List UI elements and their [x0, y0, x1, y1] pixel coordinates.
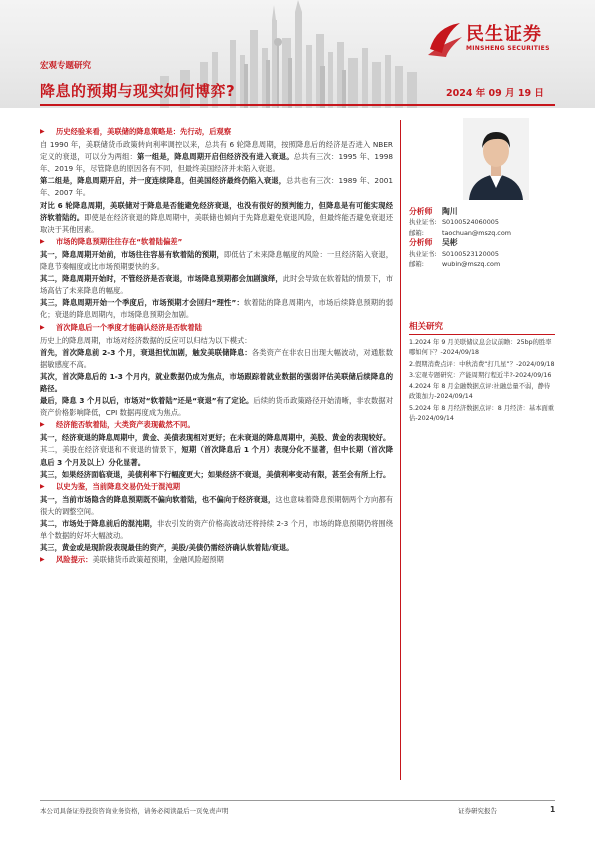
analyst-name: 分析师 陶川: [409, 207, 458, 216]
body-paragraph: 其三，降息周期开始一个季度后，市场预期才会回归“理性”：软着陆的降息周期内，市场后续降息预期的弱化；衰退的降息周期内，市场降息预期会加剧。: [40, 298, 394, 320]
analyst-name: 分析师 吴彬: [409, 238, 458, 248]
body-paragraph: 其二，市场处于降息前后的混沌期，非农引发的资产价格高波动还将持续 2-3 个月，市场的降息预期仍将围绕单个数据的好坏大幅波动。: [40, 519, 393, 541]
analyst-email: 邮箱: taochuan@mszq.com: [409, 228, 511, 237]
body-paragraph: 其一，当前市场隐含的降息预期既不偏向软着陆，也不偏向于经济衰退，这也意味着降息预期朝两个方向都有很大的调整空间。: [40, 494, 394, 516]
arrow-bullet-icon: ▶: [40, 482, 45, 490]
body-paragraph: 自 1990 年，美联储货币政策转向利率调控以来，总共有 6 轮降息周期，按照降息后的经济是否进入 NBER 定义的衰退，可以分为两组：第一组是，降息周期开启但经济没有进入衰退。总共有三次：1995 年、1998 年、2019 年，尽管降息的原因各有不同，但最终美国经济并未陷入衰退。: [40, 140, 394, 174]
body-paragraph: 第二组是，降息周期开启，并一度连续降息，但美国经济最终仍陷入衰退，总共也有三次：1989 年、2001 年、2007 年。: [40, 176, 393, 198]
section-heading: ▶ 历史经验来看，美联储的降息策略是：先行动，后观察: [40, 126, 393, 138]
body-paragraph: 首先，首次降息前 2-3 个月，衰退担忧加剧，触发美联储降息：各类资产在非农日出现大幅波动，对通胀数据敏感度不高。: [40, 347, 394, 369]
summary-body: [40, 126, 393, 567]
body-paragraph: 其二，降息周期开始时，不管经济是否衰退，市场降息预期都会加剧演绎，此时会导致在软着陆的情景下，市场高估了未来降息的幅度。: [40, 274, 394, 296]
related-research-item[interactable]: 1.2024 年 9 月美联储议息会议前瞻：25bp的胜率哪如何下？-2024/09/18: [409, 339, 552, 357]
body-paragraph: 对比 6 轮降息周期，美联储对于降息是否能避免经济衰退，也没有很好的预判能力，但降息是有可能实现经济软着陆的。即使是在经济衰退的降息周期中，美联储也倾向于先降息避免衰退风险，但最终能否避免衰退还取决于其他因素。: [40, 200, 394, 234]
analyst-email: 邮箱: wubin@mszq.com: [409, 260, 501, 269]
footer-divider: [40, 800, 555, 801]
analyst-photo: [463, 118, 529, 200]
arrow-bullet-icon: ▶: [40, 556, 45, 564]
section-heading: ▶ 市场的降息预期往往存在“软着陆偏差”: [40, 236, 393, 248]
footer-report-type: 证券研究报告: [458, 807, 497, 815]
footer-disclaimer: 本公司具备证券投资咨询业务资格，请务必阅读最后一页免责声明: [40, 807, 229, 815]
arrow-bullet-icon: ▶: [40, 323, 45, 331]
related-research-item[interactable]: 2.假期消费点评：中秋消费“打几星”？-2024/09/18: [409, 360, 555, 368]
section-heading: ▶ 风险提示：美联储货币政策超预期，金融风险超预期: [40, 554, 393, 566]
analyst-cert: 执业证书: S0100524060005: [409, 218, 499, 227]
arrow-bullet-icon: ▶: [40, 128, 45, 135]
minsheng-logo: [426, 17, 586, 63]
related-research-item[interactable]: 4.2024 年 8 月金融数据点评:社融总量不弱，静待政策加力-2024/09/14: [409, 383, 551, 401]
body-paragraph: 最后，降息 3 个月以后，市场对“软着陆”还是“衰退”有了定论。后续的货币政策路径开始清晰，非农数据对资产价格影响降低，CPI 数据再度成为焦点。: [40, 396, 393, 418]
related-research-title: 相关研究: [409, 322, 444, 332]
body-paragraph: 其次，首次降息后的 1-3 个月内，就业数据仍成为焦点，市场跟踪着就业数据的强弱评估美联储后续降息的路径。: [40, 371, 393, 393]
report-date: 2024 年 09 月 19 日: [446, 88, 544, 99]
section-heading: ▶ 经济能否软着陆，大类资产表现截然不同。: [40, 419, 393, 431]
report-category: 宏观专题研究: [40, 61, 92, 71]
report-title: 降息的预期与现实如何博弈?: [40, 82, 236, 100]
related-research-item[interactable]: 3.宏观专题研究：产能周期行程近半?-2024/09/16: [409, 371, 552, 379]
analyst-cert: 执业证书: S0100523120005: [409, 249, 499, 258]
body-paragraph: 其二，美股在经济衰退和不衰退的情景下，短期（首次降息后 1 个月）表现分化不显著，但中长期（首次降息后 3 个月及以上）分化显著。: [40, 445, 394, 467]
related-research-item[interactable]: 5.2024 年 8 月经济数据点评：8 月经济：基本面重估-2024/09/14: [409, 404, 555, 423]
section-heading: ▶ 首次降息后一个季度才能确认经济是否软着陆: [40, 322, 393, 334]
column-divider: [400, 120, 401, 780]
arrow-bullet-icon: ▶: [40, 421, 45, 429]
related-research-list: [409, 338, 555, 425]
header-divider: [40, 104, 555, 106]
page-number: 1: [550, 805, 556, 814]
related-divider: [409, 334, 555, 335]
section-heading: ▶ 以史为鉴，当前降息交易仍处于混沌期: [40, 481, 393, 493]
body-paragraph: 其三，如果经济面临衰退，美债利率下行幅度更大；如果经济不衰退，美债利率变动有限，甚至会有所上行。: [40, 469, 391, 479]
arrow-bullet-icon: ▶: [40, 237, 45, 245]
logo-text-en: MINSHENG SECURITIES: [466, 45, 550, 52]
body-paragraph: 历史上的降息周期，市场对经济数据的反应可以归结为以下模式：: [40, 335, 252, 345]
logo-text-cn: 民生证券: [466, 24, 542, 45]
minsheng-logo-icon: [426, 19, 464, 59]
body-paragraph: 其一，经济衰退的降息周期中，黄金、美债表现相对更好；在未衰退的降息周期中，美股、黄金的表现较好。: [40, 433, 391, 443]
body-paragraph: 其三，黄金或是现阶段表现最佳的资产，美股/美债仍需经济确认软着陆/衰退。: [40, 543, 294, 553]
analyst-list: [409, 207, 555, 269]
body-paragraph: 其一，降息周期开始前，市场往往容易有软着陆的预期，即低估了未来降息幅度的风险：一旦经济陷入衰退，降息节奏幅度或比市场预期要快的多。: [40, 249, 394, 272]
